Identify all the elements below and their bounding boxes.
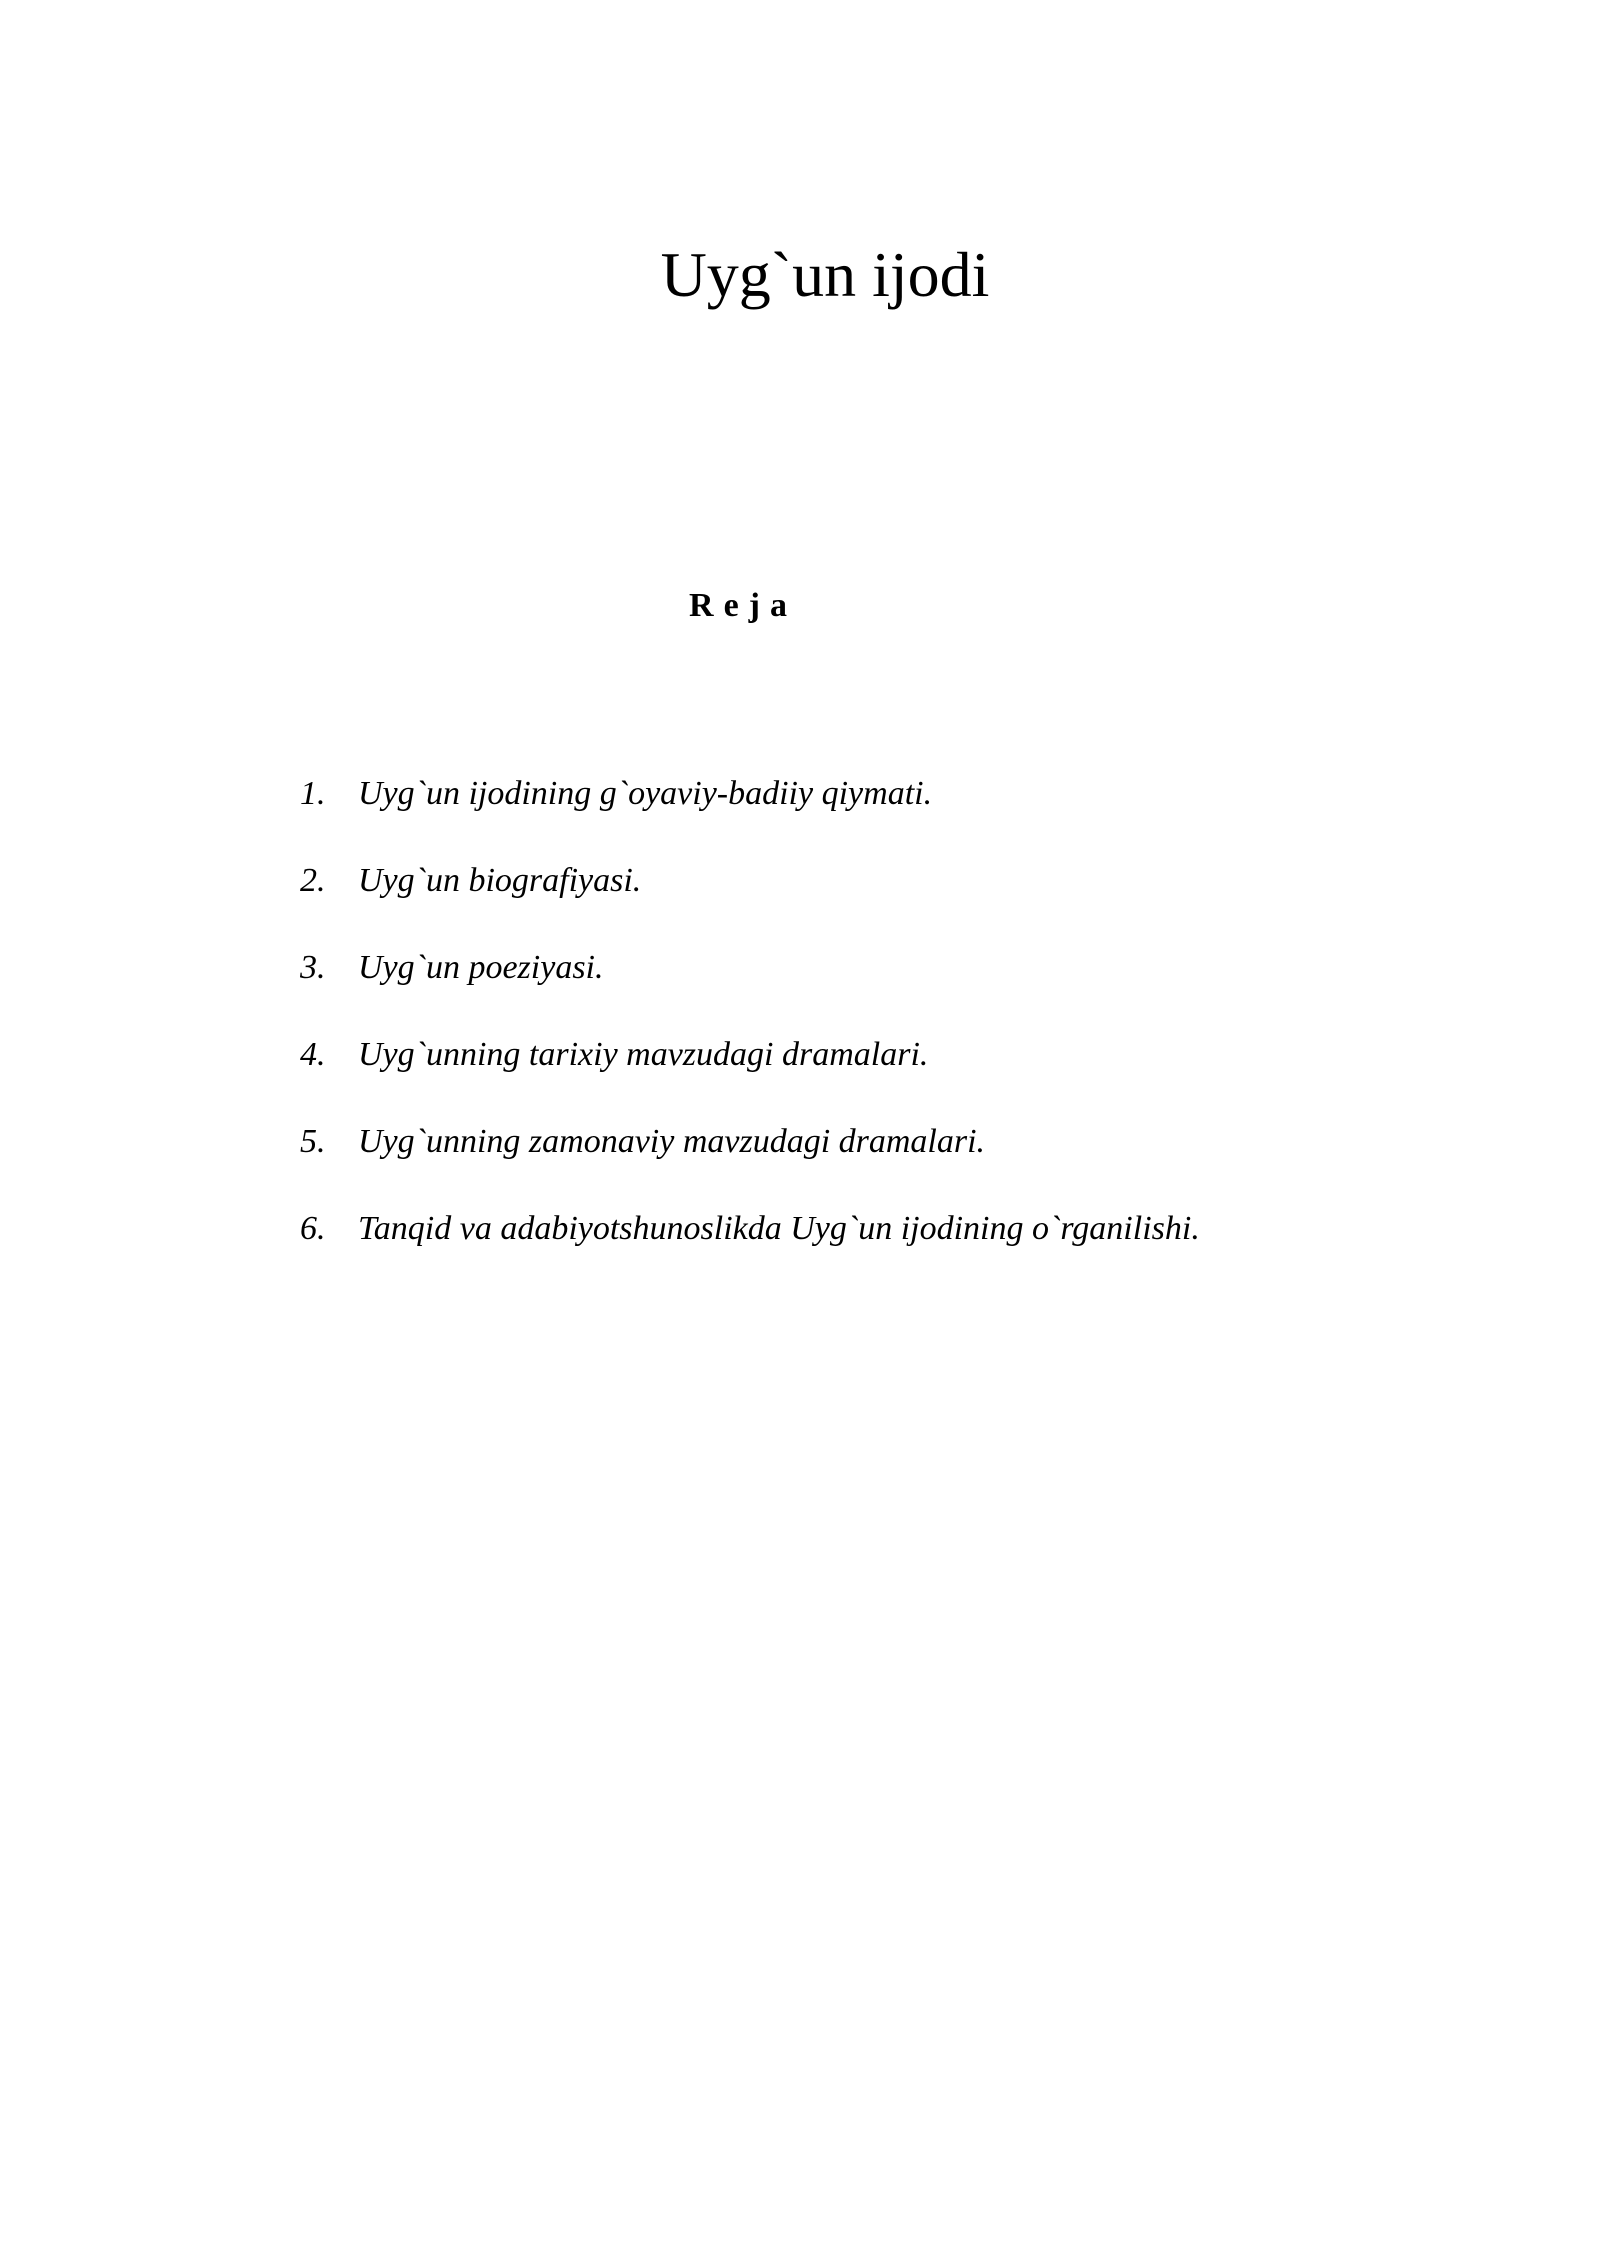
plan-item (300, 859, 1500, 903)
plan-item-text: Uyg`unning tarixiy mavzudagi dramalari. (358, 1036, 929, 1073)
plan-item-number: 5. (300, 1123, 326, 1160)
plan-item-text: Uyg`un biografiyasi. (358, 862, 642, 899)
plan-item (300, 946, 1500, 990)
plan-list (300, 772, 1500, 1294)
page-title: Uyg`un ijodi (660, 239, 990, 310)
plan-item (300, 1120, 1500, 1164)
plan-item (300, 1033, 1500, 1077)
plan-item-number: 3. (300, 949, 326, 986)
plan-item-number: 2. (300, 862, 326, 899)
plan-item-number: 4. (300, 1036, 326, 1073)
plan-item (300, 772, 1500, 816)
plan-heading: Reja (689, 587, 797, 624)
plan-item-text: Uyg`un ijodining g`oyaviy-badiiy qiymati. (358, 775, 933, 812)
plan-item-text: Uyg`unning zamonaviy mavzudagi dramalari. (358, 1123, 986, 1160)
plan-item-text: Tanqid va adabiyotshunoslikda Uyg`un ijodining o`rganilishi. (358, 1210, 1200, 1247)
plan-item-text: Uyg`un poeziyasi. (358, 949, 604, 986)
plan-item-number: 1. (300, 775, 326, 812)
plan-item-number: 6. (300, 1210, 326, 1247)
plan-item (300, 1207, 1500, 1251)
